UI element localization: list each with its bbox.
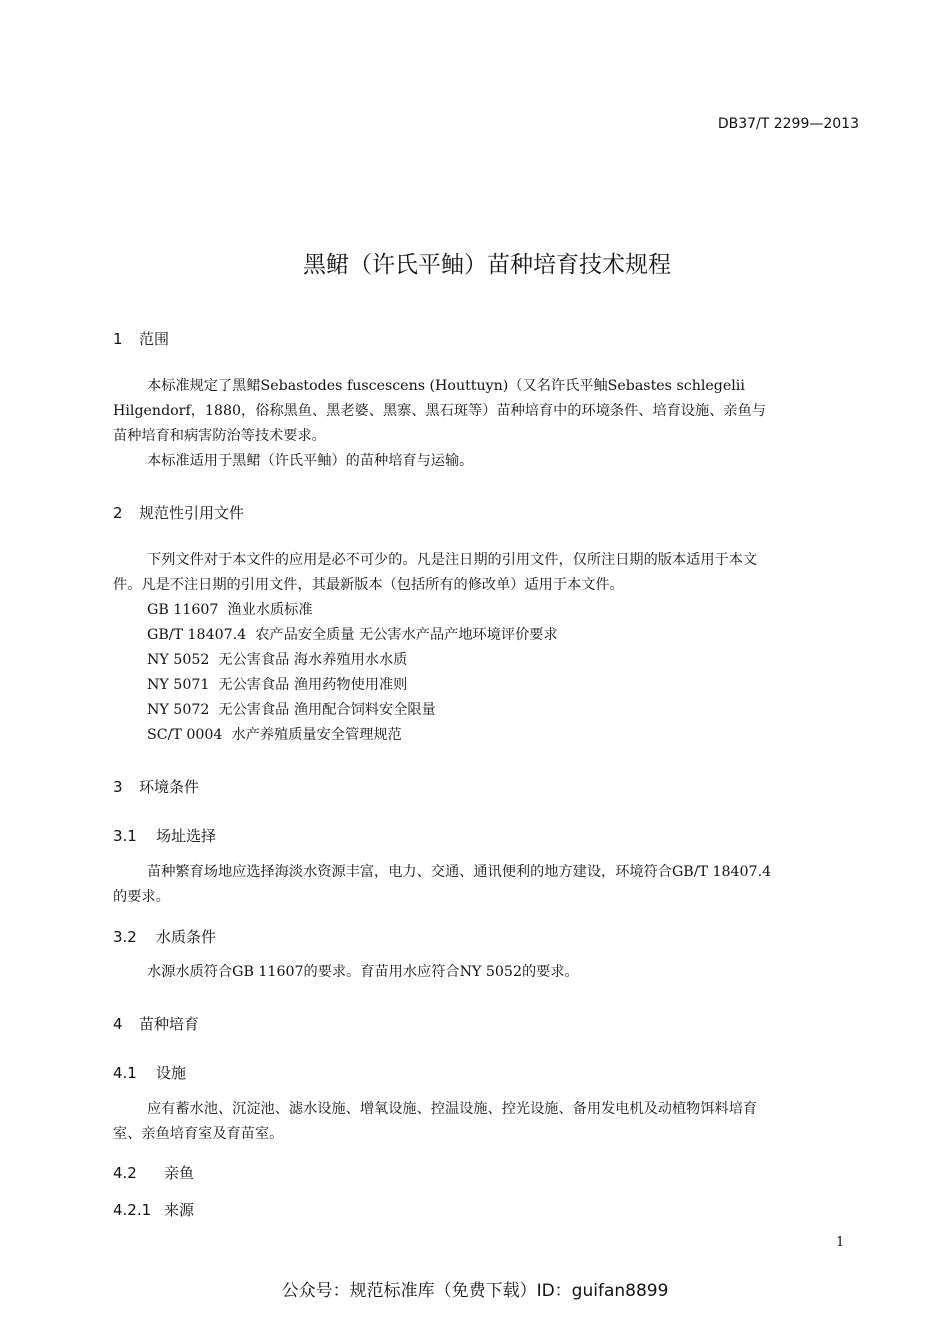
section-title: 来源 xyxy=(164,1201,195,1219)
reference-item: NY 5071 无公害食品 渔用药物使用准则 xyxy=(147,677,408,693)
section-title: 场址选择 xyxy=(156,827,217,845)
text-line: 室、亲鱼培育室及育苗室。 xyxy=(113,1126,284,1142)
text-line: 本标准适用于黑鲪（许氏平鲉）的苗种培育与运输。 xyxy=(147,453,474,469)
text-line: Hilgendorf，1880，俗称黑鱼、黑老婆、黑寨、黑石斑等）苗种培育中的环境条件、培育设施、亲鱼与 xyxy=(113,403,766,419)
text-line: 水源水质符合GB 11607的要求。育苗用水应符合NY 5052的要求。 xyxy=(147,964,579,980)
section-2-heading xyxy=(113,502,244,523)
section-number: 3 xyxy=(113,778,123,796)
section-title: 苗种培育 xyxy=(139,1015,200,1033)
text-line: 的要求。 xyxy=(113,889,170,905)
text-line: 下列文件对于本文件的应用是必不可少的。凡是注日期的引用文件，仅所注日期的版本适用于本文 xyxy=(147,552,758,568)
section-title: 范围 xyxy=(139,330,170,348)
section-number: 1 xyxy=(113,330,123,348)
section-4-2-1-heading xyxy=(113,1199,194,1220)
footer-watermark: 公众号：规范标准库（免费下载）ID：guifan8899 xyxy=(281,1281,669,1301)
section-3-2-paragraph xyxy=(113,960,579,985)
section-title: 规范性引用文件 xyxy=(139,504,245,522)
section-title: 环境条件 xyxy=(139,778,200,796)
reference-item: GB 11607 渔业水质标准 xyxy=(147,602,313,618)
section-number: 3.2 xyxy=(113,928,137,946)
text-line: 应有蓄水池、沉淀池、滤水设施、增氧设施、控温设施、控光设施、备用发电机及动植物饵料培育 xyxy=(147,1101,758,1117)
section-number: 4.1 xyxy=(113,1064,137,1082)
text-line: 苗种培育和病害防治等技术要求。 xyxy=(113,428,326,444)
section-3-heading xyxy=(113,776,199,797)
section-4-1-paragraph xyxy=(113,1097,757,1147)
section-1-paragraph xyxy=(113,374,766,474)
text-line: 苗种繁育场地应选择海淡水资源丰富，电力、交通、通讯便利的地方建设，环境符合GB/T 18407.4 xyxy=(147,864,772,880)
section-title: 设施 xyxy=(156,1064,187,1082)
section-4-2-heading xyxy=(113,1162,194,1183)
reference-item: SC/T 0004 水产养殖质量安全管理规范 xyxy=(147,727,402,743)
section-number: 4.2 xyxy=(113,1164,137,1182)
section-number: 4.2.1 xyxy=(113,1201,152,1219)
page-number: 1 xyxy=(836,1235,845,1250)
section-4-1-heading xyxy=(113,1062,186,1083)
section-1-heading xyxy=(113,328,169,349)
section-4-heading xyxy=(113,1013,199,1034)
text-line: 本标准规定了黑鲪Sebastodes fuscescens (Houttuyn)（又名许氏平鲉Sebastes schlegelii xyxy=(147,378,745,394)
section-2-paragraph xyxy=(113,548,757,748)
section-3-2-heading xyxy=(113,926,216,947)
page-title: 黑鲪（许氏平鲉）苗种培育技术规程 xyxy=(303,252,671,278)
section-3-1-paragraph xyxy=(113,860,771,910)
section-number: 4 xyxy=(113,1015,123,1033)
reference-item: NY 5052 无公害食品 海水养殖用水水质 xyxy=(147,652,408,668)
reference-item: NY 5072 无公害食品 渔用配合饲料安全限量 xyxy=(147,702,436,718)
section-title: 水质条件 xyxy=(156,928,217,946)
reference-item: GB/T 18407.4 农产品安全质量 无公害水产品产地环境评价要求 xyxy=(147,627,558,643)
document-code: DB37/T 2299—2013 xyxy=(717,116,859,132)
text-line: 件。凡是不注日期的引用文件，其最新版本（包括所有的修改单）适用于本文件。 xyxy=(113,577,624,593)
section-number: 3.1 xyxy=(113,827,137,845)
section-number: 2 xyxy=(113,504,123,522)
section-3-1-heading xyxy=(113,825,216,846)
section-title: 亲鱼 xyxy=(164,1164,195,1182)
